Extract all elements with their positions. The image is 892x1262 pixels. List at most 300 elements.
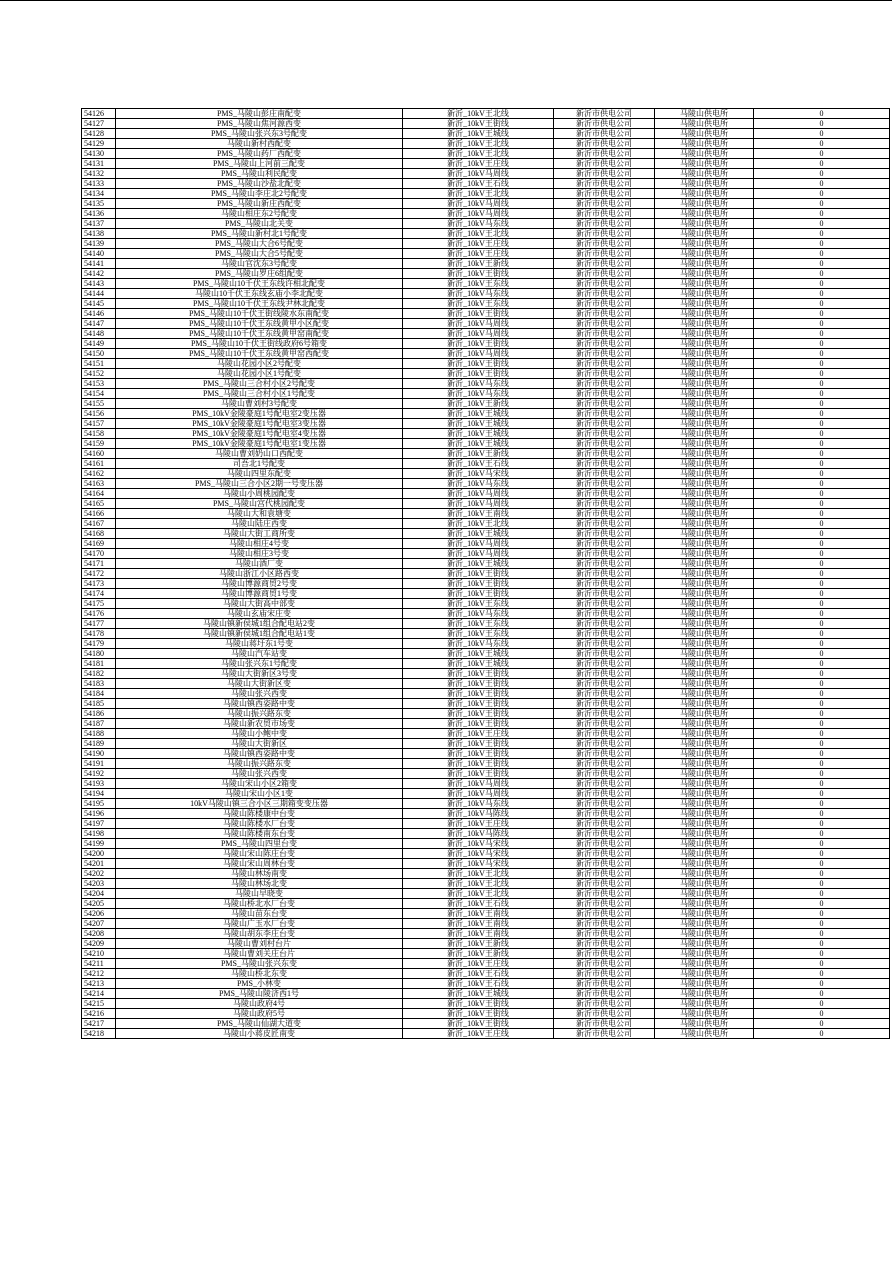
company-cell: 新沂市供电公司 bbox=[554, 689, 655, 699]
station-name-cell: PMS_马陵山焦河源西变 bbox=[116, 119, 403, 129]
company-cell: 新沂市供电公司 bbox=[554, 589, 655, 599]
station-name-cell: 马陵山相庄3号变 bbox=[116, 549, 403, 559]
table-row bbox=[82, 649, 890, 659]
company-cell: 新沂市供电公司 bbox=[554, 729, 655, 739]
value-cell: 0 bbox=[754, 449, 890, 459]
company-cell: 新沂市供电公司 bbox=[554, 939, 655, 949]
station-name-cell: 马陵山胡东李庄台变 bbox=[116, 929, 403, 939]
company-cell: 新沂市供电公司 bbox=[554, 739, 655, 749]
office-cell: 马陵山供电所 bbox=[655, 689, 754, 699]
station-name-cell: 马陵山小周桃园配变 bbox=[116, 489, 403, 499]
station-name-cell: 马陵山陈楼南东台变 bbox=[116, 829, 403, 839]
line-cell: 新沂_10kV王庄线 bbox=[403, 239, 554, 249]
company-cell: 新沂市供电公司 bbox=[554, 669, 655, 679]
office-cell: 马陵山供电所 bbox=[655, 819, 754, 829]
value-cell: 0 bbox=[754, 609, 890, 619]
station-name-cell: PMS_小林变 bbox=[116, 979, 403, 989]
office-cell: 马陵山供电所 bbox=[655, 639, 754, 649]
line-cell: 新沂_10kV王新线 bbox=[403, 399, 554, 409]
station-name-cell: 马陵山浙江小区路西变 bbox=[116, 569, 403, 579]
company-cell: 新沂市供电公司 bbox=[554, 289, 655, 299]
line-cell: 新沂_10kV王街线 bbox=[403, 589, 554, 599]
table-row bbox=[82, 419, 890, 429]
row-id-cell: 54183 bbox=[82, 679, 116, 689]
row-id-cell: 54126 bbox=[82, 109, 116, 119]
table-row bbox=[82, 759, 890, 769]
table-row bbox=[82, 379, 890, 389]
office-cell: 马陵山供电所 bbox=[655, 1009, 754, 1019]
line-cell: 新沂_10kV王街线 bbox=[403, 669, 554, 679]
office-cell: 马陵山供电所 bbox=[655, 649, 754, 659]
table-row bbox=[82, 389, 890, 399]
value-cell: 0 bbox=[754, 569, 890, 579]
line-cell: 新沂_10kV马周线 bbox=[403, 499, 554, 509]
row-id-cell: 54205 bbox=[82, 899, 116, 909]
line-cell: 新沂_10kV马东线 bbox=[403, 289, 554, 299]
line-cell: 新沂_10kV马东线 bbox=[403, 379, 554, 389]
company-cell: 新沂市供电公司 bbox=[554, 899, 655, 909]
office-cell: 马陵山供电所 bbox=[655, 299, 754, 309]
value-cell: 0 bbox=[754, 379, 890, 389]
company-cell: 新沂市供电公司 bbox=[554, 579, 655, 589]
company-cell: 新沂市供电公司 bbox=[554, 499, 655, 509]
row-id-cell: 54177 bbox=[82, 619, 116, 629]
station-name-cell: 马陵山陈楼水厂台变 bbox=[116, 819, 403, 829]
table-row bbox=[82, 259, 890, 269]
row-id-cell: 54129 bbox=[82, 139, 116, 149]
station-name-cell: 马陵山林场南变 bbox=[116, 869, 403, 879]
station-name-cell: 马陵山小鲍中变 bbox=[116, 729, 403, 739]
value-cell: 0 bbox=[754, 959, 890, 969]
company-cell: 新沂市供电公司 bbox=[554, 609, 655, 619]
line-cell: 新沂_10kV王北线 bbox=[403, 519, 554, 529]
station-name-cell: 马陵山汽车站变 bbox=[116, 649, 403, 659]
office-cell: 马陵山供电所 bbox=[655, 239, 754, 249]
station-name-cell: 马陵山小蒋皮匠南变 bbox=[116, 1029, 403, 1039]
line-cell: 新沂_10kV马东线 bbox=[403, 639, 554, 649]
table-row bbox=[82, 949, 890, 959]
office-cell: 马陵山供电所 bbox=[655, 919, 754, 929]
row-id-cell: 54128 bbox=[82, 129, 116, 139]
row-id-cell: 54170 bbox=[82, 549, 116, 559]
value-cell: 0 bbox=[754, 109, 890, 119]
station-name-cell: 马陵山陈楼康中台变 bbox=[116, 809, 403, 819]
row-id-cell: 54209 bbox=[82, 939, 116, 949]
table-row bbox=[82, 779, 890, 789]
line-cell: 新沂_10kV马东线 bbox=[403, 479, 554, 489]
line-cell: 新沂_10kV王城线 bbox=[403, 429, 554, 439]
station-name-cell: 马陵山镇新侯城1组合配电站2变 bbox=[116, 619, 403, 629]
row-id-cell: 54210 bbox=[82, 949, 116, 959]
table-row bbox=[82, 549, 890, 559]
table-row bbox=[82, 909, 890, 919]
row-id-cell: 54215 bbox=[82, 999, 116, 1009]
station-name-cell: 马陵山大和袁塘变 bbox=[116, 509, 403, 519]
row-id-cell: 54214 bbox=[82, 989, 116, 999]
station-name-cell: 马陵山振兴路东变 bbox=[116, 709, 403, 719]
line-cell: 新沂_10kV王东线 bbox=[403, 279, 554, 289]
company-cell: 新沂市供电公司 bbox=[554, 409, 655, 419]
office-cell: 马陵山供电所 bbox=[655, 849, 754, 859]
company-cell: 新沂市供电公司 bbox=[554, 889, 655, 899]
row-id-cell: 54211 bbox=[82, 959, 116, 969]
line-cell: 新沂_10kV王北线 bbox=[403, 109, 554, 119]
row-id-cell: 54182 bbox=[82, 669, 116, 679]
station-name-cell: 马陵山玄庙宋庄变 bbox=[116, 609, 403, 619]
value-cell: 0 bbox=[754, 889, 890, 899]
table-row bbox=[82, 579, 890, 589]
line-cell: 新沂_10kV马东线 bbox=[403, 799, 554, 809]
office-cell: 马陵山供电所 bbox=[655, 359, 754, 369]
line-cell: 新沂_10kV马周线 bbox=[403, 349, 554, 359]
office-cell: 马陵山供电所 bbox=[655, 859, 754, 869]
company-cell: 新沂市供电公司 bbox=[554, 959, 655, 969]
line-cell: 新沂_10kV王城线 bbox=[403, 529, 554, 539]
table-row bbox=[82, 829, 890, 839]
company-cell: 新沂市供电公司 bbox=[554, 509, 655, 519]
company-cell: 新沂市供电公司 bbox=[554, 259, 655, 269]
station-name-cell: PMS_马陵山新村北1号配变 bbox=[116, 229, 403, 239]
station-name-cell: 马陵山张兴西变 bbox=[116, 769, 403, 779]
value-cell: 0 bbox=[754, 279, 890, 289]
row-id-cell: 54154 bbox=[82, 389, 116, 399]
line-cell: 新沂_10kV王街线 bbox=[403, 759, 554, 769]
value-cell: 0 bbox=[754, 249, 890, 259]
value-cell: 0 bbox=[754, 859, 890, 869]
line-cell: 新沂_10kV王街线 bbox=[403, 719, 554, 729]
value-cell: 0 bbox=[754, 739, 890, 749]
station-name-cell: 马陵山相庄4号变 bbox=[116, 539, 403, 549]
station-name-cell: 马陵山相庄东2号配变 bbox=[116, 209, 403, 219]
line-cell: 新沂_10kV王街线 bbox=[403, 699, 554, 709]
station-name-cell: 马陵山曹刘奶山口西配变 bbox=[116, 449, 403, 459]
station-name-cell: 10kV马陵山镇三合小区三期箱变变压器 bbox=[116, 799, 403, 809]
row-id-cell: 54181 bbox=[82, 659, 116, 669]
office-cell: 马陵山供电所 bbox=[655, 539, 754, 549]
company-cell: 新沂市供电公司 bbox=[554, 979, 655, 989]
office-cell: 马陵山供电所 bbox=[655, 209, 754, 219]
table-row bbox=[82, 719, 890, 729]
station-name-cell: PMS_马陵山北关变 bbox=[116, 219, 403, 229]
value-cell: 0 bbox=[754, 709, 890, 719]
value-cell: 0 bbox=[754, 1029, 890, 1039]
line-cell: 新沂_10kV王新线 bbox=[403, 939, 554, 949]
company-cell: 新沂市供电公司 bbox=[554, 349, 655, 359]
station-name-cell: 马陵山宋山小区2箱变 bbox=[116, 779, 403, 789]
office-cell: 马陵山供电所 bbox=[655, 629, 754, 639]
station-name-cell: 司吾北1号配变 bbox=[116, 459, 403, 469]
office-cell: 马陵山供电所 bbox=[655, 159, 754, 169]
company-cell: 新沂市供电公司 bbox=[554, 489, 655, 499]
company-cell: 新沂市供电公司 bbox=[554, 569, 655, 579]
company-cell: 新沂市供电公司 bbox=[554, 759, 655, 769]
value-cell: 0 bbox=[754, 349, 890, 359]
station-name-cell: PMS_马陵山10千伏王街线政府6号箱变 bbox=[116, 339, 403, 349]
line-cell: 新沂_10kV马宋线 bbox=[403, 859, 554, 869]
row-id-cell: 54169 bbox=[82, 539, 116, 549]
row-id-cell: 54166 bbox=[82, 509, 116, 519]
office-cell: 马陵山供电所 bbox=[655, 909, 754, 919]
company-cell: 新沂市供电公司 bbox=[554, 229, 655, 239]
station-name-cell: PMS_马陵山利民配变 bbox=[116, 169, 403, 179]
station-name-cell: PMS_马陵山上河前三配变 bbox=[116, 159, 403, 169]
line-cell: 新沂_10kV王街线 bbox=[403, 679, 554, 689]
row-id-cell: 54192 bbox=[82, 769, 116, 779]
value-cell: 0 bbox=[754, 439, 890, 449]
table-row bbox=[82, 939, 890, 949]
office-cell: 马陵山供电所 bbox=[655, 579, 754, 589]
row-id-cell: 54147 bbox=[82, 319, 116, 329]
row-id-cell: 54187 bbox=[82, 719, 116, 729]
line-cell: 新沂_10kV王街线 bbox=[403, 569, 554, 579]
office-cell: 马陵山供电所 bbox=[655, 429, 754, 439]
line-cell: 新沂_10kV王城线 bbox=[403, 989, 554, 999]
row-id-cell: 54135 bbox=[82, 199, 116, 209]
station-name-cell: 马陵山蒋圩东1号变 bbox=[116, 639, 403, 649]
company-cell: 新沂市供电公司 bbox=[554, 649, 655, 659]
table-row bbox=[82, 499, 890, 509]
office-cell: 马陵山供电所 bbox=[655, 729, 754, 739]
station-name-cell: PMS_马陵山宫代桃园配变 bbox=[116, 499, 403, 509]
office-cell: 马陵山供电所 bbox=[655, 229, 754, 239]
table-row bbox=[82, 319, 890, 329]
row-id-cell: 54161 bbox=[82, 459, 116, 469]
row-id-cell: 54175 bbox=[82, 599, 116, 609]
office-cell: 马陵山供电所 bbox=[655, 969, 754, 979]
office-cell: 马陵山供电所 bbox=[655, 789, 754, 799]
office-cell: 马陵山供电所 bbox=[655, 469, 754, 479]
line-cell: 新沂_10kV马周线 bbox=[403, 779, 554, 789]
station-name-cell: 马陵山张兴西变 bbox=[116, 689, 403, 699]
company-cell: 新沂市供电公司 bbox=[554, 1009, 655, 1019]
office-cell: 马陵山供电所 bbox=[655, 479, 754, 489]
row-id-cell: 54142 bbox=[82, 269, 116, 279]
company-cell: 新沂市供电公司 bbox=[554, 859, 655, 869]
line-cell: 新沂_10kV马周线 bbox=[403, 329, 554, 339]
office-cell: 马陵山供电所 bbox=[655, 749, 754, 759]
table-row bbox=[82, 199, 890, 209]
value-cell: 0 bbox=[754, 639, 890, 649]
table-row bbox=[82, 799, 890, 809]
company-cell: 新沂市供电公司 bbox=[554, 329, 655, 339]
value-cell: 0 bbox=[754, 199, 890, 209]
table-row bbox=[82, 129, 890, 139]
company-cell: 新沂市供电公司 bbox=[554, 209, 655, 219]
office-cell: 马陵山供电所 bbox=[655, 699, 754, 709]
company-cell: 新沂市供电公司 bbox=[554, 269, 655, 279]
table-row bbox=[82, 339, 890, 349]
station-name-cell: PMS_马陵山10千伏王东线黄甲窑南配变 bbox=[116, 329, 403, 339]
company-cell: 新沂市供电公司 bbox=[554, 819, 655, 829]
table-row bbox=[82, 429, 890, 439]
line-cell: 新沂_10kV王南线 bbox=[403, 509, 554, 519]
station-name-cell: 马陵山花园小区2号配变 bbox=[116, 359, 403, 369]
line-cell: 新沂_10kV王北线 bbox=[403, 139, 554, 149]
table-row bbox=[82, 169, 890, 179]
row-id-cell: 54178 bbox=[82, 629, 116, 639]
table-row bbox=[82, 459, 890, 469]
value-cell: 0 bbox=[754, 179, 890, 189]
table-row bbox=[82, 749, 890, 759]
station-name-cell: PMS_马陵山张兴东变 bbox=[116, 959, 403, 969]
line-cell: 新沂_10kV王北线 bbox=[403, 149, 554, 159]
line-cell: 新沂_10kV王庄线 bbox=[403, 159, 554, 169]
table-row bbox=[82, 1009, 890, 1019]
row-id-cell: 54152 bbox=[82, 369, 116, 379]
value-cell: 0 bbox=[754, 849, 890, 859]
company-cell: 新沂市供电公司 bbox=[554, 769, 655, 779]
row-id-cell: 54151 bbox=[82, 359, 116, 369]
row-id-cell: 54148 bbox=[82, 329, 116, 339]
station-name-cell: 马陵山林场北变 bbox=[116, 879, 403, 889]
company-cell: 新沂市供电公司 bbox=[554, 139, 655, 149]
station-name-cell: 马陵山10千伏王东线玄庙小李北配变 bbox=[116, 289, 403, 299]
row-id-cell: 54167 bbox=[82, 519, 116, 529]
value-cell: 0 bbox=[754, 759, 890, 769]
office-cell: 马陵山供电所 bbox=[655, 939, 754, 949]
company-cell: 新沂市供电公司 bbox=[554, 359, 655, 369]
value-cell: 0 bbox=[754, 539, 890, 549]
company-cell: 新沂市供电公司 bbox=[554, 309, 655, 319]
station-name-cell: PMS_马陵山彭庄南配变 bbox=[116, 109, 403, 119]
station-name-cell: 马陵山宋山周林台变 bbox=[116, 859, 403, 869]
company-cell: 新沂市供电公司 bbox=[554, 199, 655, 209]
office-cell: 马陵山供电所 bbox=[655, 329, 754, 339]
row-id-cell: 54218 bbox=[82, 1029, 116, 1039]
row-id-cell: 54194 bbox=[82, 789, 116, 799]
line-cell: 新沂_10kV马周线 bbox=[403, 789, 554, 799]
station-name-cell: PMS_马陵山10千伏王街线陵水东南配变 bbox=[116, 309, 403, 319]
line-cell: 新沂_10kV王街线 bbox=[403, 769, 554, 779]
company-cell: 新沂市供电公司 bbox=[554, 279, 655, 289]
table-row bbox=[82, 999, 890, 1009]
company-cell: 新沂市供电公司 bbox=[554, 809, 655, 819]
line-cell: 新沂_10kV王街线 bbox=[403, 1019, 554, 1029]
company-cell: 新沂市供电公司 bbox=[554, 839, 655, 849]
office-cell: 马陵山供电所 bbox=[655, 979, 754, 989]
table-row bbox=[82, 619, 890, 629]
station-name-cell: 马陵山镇西姿路中变 bbox=[116, 749, 403, 759]
office-cell: 马陵山供电所 bbox=[655, 559, 754, 569]
table-row bbox=[82, 409, 890, 419]
line-cell: 新沂_10kV马周线 bbox=[403, 489, 554, 499]
station-name-cell: PMS_马陵山张兴东3号配变 bbox=[116, 129, 403, 139]
row-id-cell: 54127 bbox=[82, 119, 116, 129]
office-cell: 马陵山供电所 bbox=[655, 599, 754, 609]
company-cell: 新沂市供电公司 bbox=[554, 449, 655, 459]
value-cell: 0 bbox=[754, 239, 890, 249]
value-cell: 0 bbox=[754, 319, 890, 329]
table-row bbox=[82, 299, 890, 309]
table-row bbox=[82, 879, 890, 889]
office-cell: 马陵山供电所 bbox=[655, 279, 754, 289]
row-id-cell: 54199 bbox=[82, 839, 116, 849]
value-cell: 0 bbox=[754, 269, 890, 279]
line-cell: 新沂_10kV马宋线 bbox=[403, 849, 554, 859]
station-name-cell: PMS_马陵山大合6号配变 bbox=[116, 239, 403, 249]
station-name-cell: 马陵山桥北东变 bbox=[116, 969, 403, 979]
value-cell: 0 bbox=[754, 729, 890, 739]
office-cell: 马陵山供电所 bbox=[655, 929, 754, 939]
line-cell: 新沂_10kV王庄线 bbox=[403, 819, 554, 829]
line-cell: 新沂_10kV王街线 bbox=[403, 1009, 554, 1019]
station-name-cell: PMS_10kV金陵豪庭1号配电室4变压器 bbox=[116, 429, 403, 439]
office-cell: 马陵山供电所 bbox=[655, 989, 754, 999]
value-cell: 0 bbox=[754, 589, 890, 599]
company-cell: 新沂市供电公司 bbox=[554, 469, 655, 479]
line-cell: 新沂_10kV王南线 bbox=[403, 929, 554, 939]
station-name-cell: 马陵山大街工商所变 bbox=[116, 529, 403, 539]
table-row bbox=[82, 929, 890, 939]
company-cell: 新沂市供电公司 bbox=[554, 389, 655, 399]
office-cell: 马陵山供电所 bbox=[655, 179, 754, 189]
company-cell: 新沂市供电公司 bbox=[554, 129, 655, 139]
office-cell: 马陵山供电所 bbox=[655, 489, 754, 499]
line-cell: 新沂_10kV王街线 bbox=[403, 369, 554, 379]
station-name-cell: 马陵山大街新区变 bbox=[116, 679, 403, 689]
table-row bbox=[82, 439, 890, 449]
value-cell: 0 bbox=[754, 149, 890, 159]
row-id-cell: 54193 bbox=[82, 779, 116, 789]
office-cell: 马陵山供电所 bbox=[655, 949, 754, 959]
company-cell: 新沂市供电公司 bbox=[554, 239, 655, 249]
company-cell: 新沂市供电公司 bbox=[554, 419, 655, 429]
line-cell: 新沂_10kV王街线 bbox=[403, 119, 554, 129]
table-row bbox=[82, 539, 890, 549]
office-cell: 马陵山供电所 bbox=[655, 399, 754, 409]
row-id-cell: 54146 bbox=[82, 309, 116, 319]
office-cell: 马陵山供电所 bbox=[655, 839, 754, 849]
value-cell: 0 bbox=[754, 499, 890, 509]
value-cell: 0 bbox=[754, 659, 890, 669]
value-cell: 0 bbox=[754, 139, 890, 149]
value-cell: 0 bbox=[754, 619, 890, 629]
station-name-cell: 马陵山酒厂变 bbox=[116, 559, 403, 569]
station-name-cell: PMS_马陵山10千伏王东线尹林北配变 bbox=[116, 299, 403, 309]
line-cell: 新沂_10kV王北线 bbox=[403, 229, 554, 239]
table-row bbox=[82, 789, 890, 799]
line-cell: 新沂_10kV王街线 bbox=[403, 309, 554, 319]
value-cell: 0 bbox=[754, 809, 890, 819]
row-id-cell: 54141 bbox=[82, 259, 116, 269]
row-id-cell: 54172 bbox=[82, 569, 116, 579]
table-row bbox=[82, 639, 890, 649]
table-row bbox=[82, 679, 890, 689]
office-cell: 马陵山供电所 bbox=[655, 119, 754, 129]
value-cell: 0 bbox=[754, 969, 890, 979]
row-id-cell: 54144 bbox=[82, 289, 116, 299]
company-cell: 新沂市供电公司 bbox=[554, 969, 655, 979]
value-cell: 0 bbox=[754, 119, 890, 129]
station-name-cell: 马陵山镇新侯城1组合配电站1变 bbox=[116, 629, 403, 639]
office-cell: 马陵山供电所 bbox=[655, 809, 754, 819]
row-id-cell: 54179 bbox=[82, 639, 116, 649]
row-id-cell: 54196 bbox=[82, 809, 116, 819]
value-cell: 0 bbox=[754, 409, 890, 419]
value-cell: 0 bbox=[754, 429, 890, 439]
company-cell: 新沂市供电公司 bbox=[554, 909, 655, 919]
line-cell: 新沂_10kV王城线 bbox=[403, 559, 554, 569]
office-cell: 马陵山供电所 bbox=[655, 739, 754, 749]
station-name-cell: 马陵山四里东配变 bbox=[116, 469, 403, 479]
table-row bbox=[82, 189, 890, 199]
office-cell: 马陵山供电所 bbox=[655, 569, 754, 579]
office-cell: 马陵山供电所 bbox=[655, 349, 754, 359]
value-cell: 0 bbox=[754, 979, 890, 989]
table-row bbox=[82, 839, 890, 849]
value-cell: 0 bbox=[754, 309, 890, 319]
value-cell: 0 bbox=[754, 779, 890, 789]
